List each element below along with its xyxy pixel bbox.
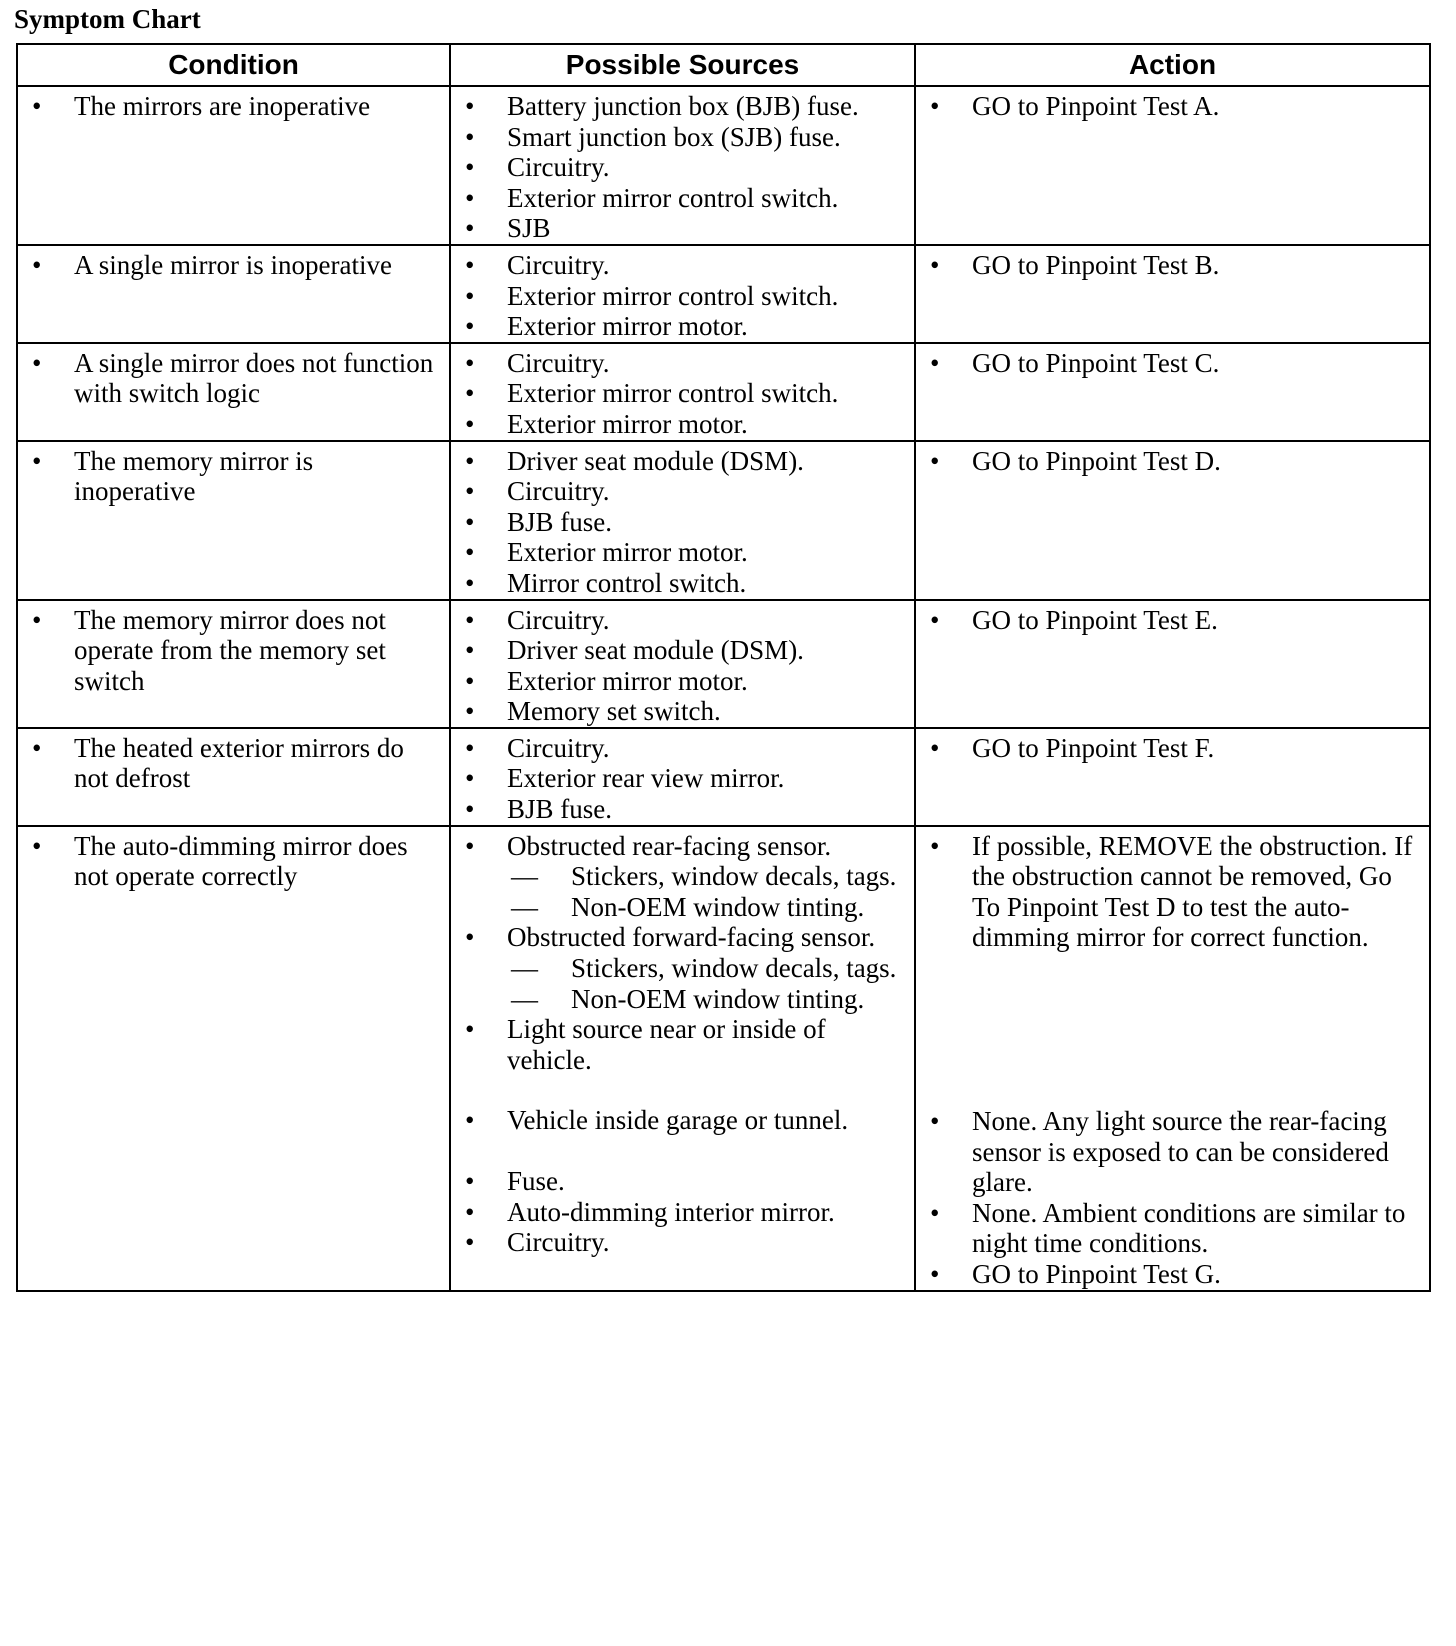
source-item: • Battery junction box (BJB) fuse. — [463, 91, 906, 122]
source-item-text: Obstructed rear-facing sensor. — [507, 830, 832, 861]
condition-cell — [17, 441, 450, 600]
condition-item: • The memory mirror does not operate from the memory set switch — [30, 605, 441, 697]
action-cell — [915, 245, 1430, 343]
source-item: • Circuitry. — [463, 605, 906, 636]
action-item: • GO to Pinpoint Test B. — [928, 250, 1421, 281]
source-subitem: — Stickers, window decals, tags. — [507, 861, 906, 892]
condition-cell — [17, 86, 450, 245]
action-item: • GO to Pinpoint Test E. — [928, 605, 1421, 636]
source-item: • Auto-dimming interior mirror. — [463, 1197, 906, 1228]
condition-cell — [17, 826, 450, 1291]
table-row — [17, 245, 1430, 343]
header-condition: Condition — [17, 44, 450, 86]
condition-cell — [17, 600, 450, 728]
sources-cell — [450, 86, 915, 245]
sources-cell — [450, 343, 915, 441]
action-item: • If possible, REMOVE the obstruction. If the obstruction cannot be removed, Go To Pinpoint Test D to test the auto-dimming mirror for correct function. — [928, 831, 1421, 953]
table-row — [17, 600, 1430, 728]
source-item — [463, 922, 906, 1014]
condition-cell — [17, 245, 450, 343]
source-item: • Vehicle inside garage or tunnel. — [463, 1105, 906, 1136]
action-cell — [915, 343, 1430, 441]
sources-cell — [450, 728, 915, 826]
action-cell — [915, 86, 1430, 245]
source-subitem: — Stickers, window decals, tags. — [507, 953, 906, 984]
source-item: • Mirror control switch. — [463, 568, 906, 599]
source-item: • Exterior mirror motor. — [463, 311, 906, 342]
source-item: • Circuitry. — [463, 476, 906, 507]
source-subitem: — Non-OEM window tinting. — [507, 984, 906, 1015]
source-item: • Fuse. — [463, 1166, 906, 1197]
table-row — [17, 343, 1430, 441]
source-item: • Driver seat module (DSM). — [463, 446, 906, 477]
source-item: • Exterior rear view mirror. — [463, 763, 906, 794]
source-item: • Exterior mirror motor. — [463, 409, 906, 440]
source-item: • Circuitry. — [463, 733, 906, 764]
table-row — [17, 826, 1430, 1291]
action-item: • GO to Pinpoint Test A. — [928, 91, 1421, 122]
action-cell — [915, 728, 1430, 826]
action-cell — [915, 826, 1430, 1291]
condition-item: • The memory mirror is inoperative — [30, 446, 441, 507]
header-possible-sources: Possible Sources — [450, 44, 915, 86]
table-row — [17, 441, 1430, 600]
action-cell — [915, 441, 1430, 600]
action-item: • GO to Pinpoint Test C. — [928, 348, 1421, 379]
source-item: • SJB — [463, 213, 906, 244]
document-title: Symptom Chart — [14, 4, 201, 34]
source-item-text: Obstructed forward-facing sensor. — [507, 922, 876, 953]
header-action: Action — [915, 44, 1430, 86]
sources-cell — [450, 600, 915, 728]
source-item: • Smart junction box (SJB) fuse. — [463, 122, 906, 153]
source-subitem: — Non-OEM window tinting. — [507, 892, 906, 923]
sources-cell — [450, 826, 915, 1291]
action-item: • None. Ambient conditions are similar to night time conditions. — [928, 1198, 1421, 1259]
source-item: • Exterior mirror control switch. — [463, 378, 906, 409]
condition-item: • A single mirror does not function with switch logic — [30, 348, 441, 409]
source-item: • Exterior mirror motor. — [463, 666, 906, 697]
action-item: • None. Any light source the rear-facing sensor is exposed to can be considered glare. — [928, 1106, 1421, 1198]
condition-cell — [17, 343, 450, 441]
source-item: • Circuitry. — [463, 348, 906, 379]
source-item: • BJB fuse. — [463, 507, 906, 538]
condition-item: • A single mirror is inoperative — [30, 250, 441, 281]
header-row — [17, 44, 1430, 86]
source-item: • Circuitry. — [463, 250, 906, 281]
condition-item: • The mirrors are inoperative — [30, 91, 441, 122]
source-item — [463, 831, 906, 923]
source-item: • Circuitry. — [463, 152, 906, 183]
source-item: • Exterior mirror control switch. — [463, 183, 906, 214]
source-item: • Light source near or inside of vehicle. — [463, 1014, 906, 1075]
condition-item: • The auto-dimming mirror does not operate correctly — [30, 831, 441, 892]
sources-cell — [450, 441, 915, 600]
source-item: • Circuitry. — [463, 1227, 906, 1258]
source-item: • Driver seat module (DSM). — [463, 635, 906, 666]
condition-cell — [17, 728, 450, 826]
source-item: • Exterior mirror control switch. — [463, 281, 906, 312]
symptom-chart-table — [16, 43, 1431, 1292]
source-item: • Exterior mirror motor. — [463, 537, 906, 568]
sources-cell — [450, 245, 915, 343]
condition-item: • The heated exterior mirrors do not defrost — [30, 733, 441, 794]
source-item: • BJB fuse. — [463, 794, 906, 825]
table-row — [17, 728, 1430, 826]
action-item: • GO to Pinpoint Test D. — [928, 446, 1421, 477]
action-item: • GO to Pinpoint Test F. — [928, 733, 1421, 764]
table-row — [17, 86, 1430, 245]
action-cell — [915, 600, 1430, 728]
action-item: • GO to Pinpoint Test G. — [928, 1259, 1421, 1290]
source-item: • Memory set switch. — [463, 696, 906, 727]
